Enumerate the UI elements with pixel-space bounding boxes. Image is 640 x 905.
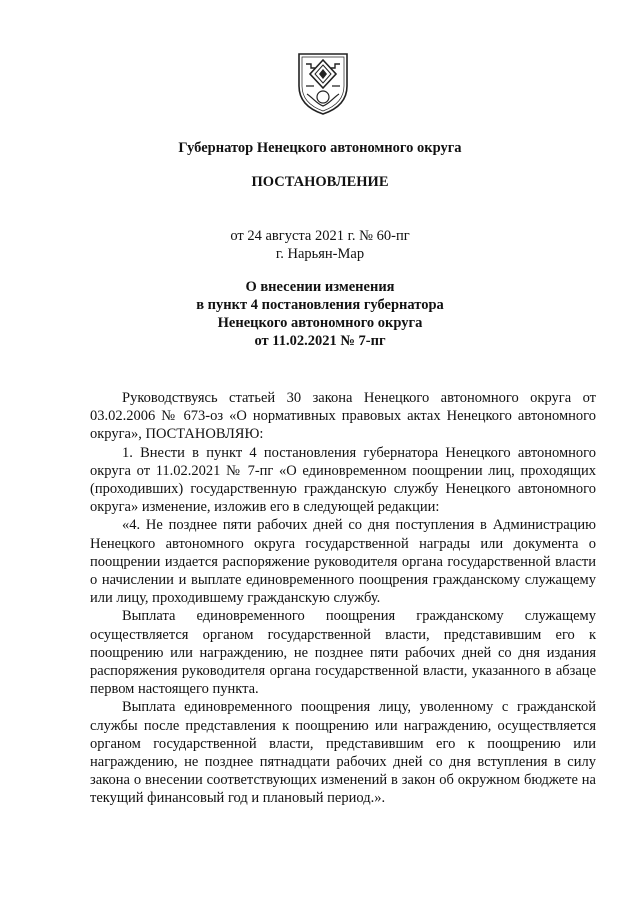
title-line: Ненецкого автономного округа bbox=[217, 315, 423, 331]
issuing-authority: Губернатор Ненецкого автономного округа bbox=[178, 140, 462, 156]
title-line: О внесении изменения bbox=[245, 279, 395, 295]
body-paragraph: 1. Внести в пункт 4 постановления губернатора Ненецкого автономного округа от 11.02.2021 № 7-пг «О единовременном поощрении лиц, проходящих (проходивших) государственную гражданскую службу Ненецкого автономного округа» изменение, изложив его в следующей редакции: bbox=[90, 444, 596, 516]
document-date-number: от 24 августа 2021 г. № 60-пг bbox=[230, 228, 410, 244]
body-paragraph: Руководствуясь статьей 30 закона Ненецкого автономного округа от 03.02.2006 № 673-оз «О нормативных правовых актах Ненецкого автономного округа», ПОСТАНОВЛЯЮ: bbox=[90, 390, 596, 443]
body-paragraph: Выплата единовременного поощрения гражданскому служащему осуществляется органом государственной власти, представившим его к поощрению или награждению, не позднее пяти рабочих дней со дня издания распоряжения руководителя органа государственной власти, указанного в абзаце первом настоящего пункта. bbox=[90, 608, 596, 698]
body-paragraph: «4. Не позднее пяти рабочих дней со дня поступления в Администрацию Ненецкого автономного округа государственной награды или документа о поощрении издается распоряжение руководителя органа государственной власти о начислении и выплате единовременного поощрения гражданскому служащему или лицу, проходившему гражданскую службу. bbox=[90, 517, 596, 607]
body-paragraph: Выплата единовременного поощрения лицу, уволенному с гражданской службы после представления к поощрению или награждению, осуществляется органом государственной власти, представившим его к поощрению или награждению, не позднее пятнадцати рабочих дней со дня вступления в силу закона о внесении соответствующих изменений в закон об окружном бюджете на текущий финансовый год и плановый период.». bbox=[90, 699, 596, 807]
coat-of-arms-icon bbox=[297, 52, 349, 116]
document-body bbox=[90, 389, 596, 808]
title-line: от 11.02.2021 № 7-пг bbox=[254, 333, 386, 349]
title-line: в пункт 4 постановления губернатора bbox=[196, 297, 444, 313]
document-place: г. Нарьян-Мар bbox=[275, 246, 365, 262]
document-type: ПОСТАНОВЛЕНИЕ bbox=[251, 174, 389, 190]
